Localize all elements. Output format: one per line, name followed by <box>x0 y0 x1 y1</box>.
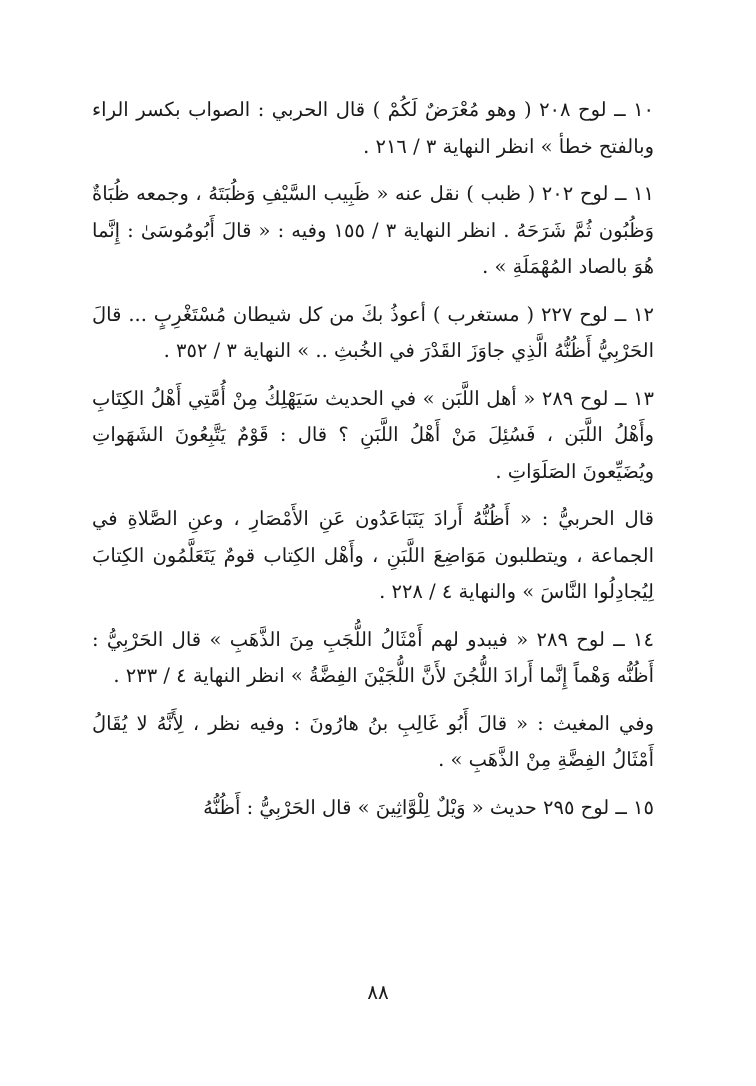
entry-12: ١٢ ــ لوح ٢٢٧ ( مستغرب ) أعوذُ بكَ من كل شيطان مُسْتَغْرِبٍ ... قالَ الحَرْبِيُّ أَظُنُّهُ الَّذِي جاوَزَ القَدْرَ في الخُبثِ .. » النهاية ٣ / ٣٥٢ . <box>92 302 655 362</box>
entry-11: ١١ ــ لوح ٢٠٢ ( ظبب ) نقل عنه « ظَبِيب السَّيْفِ وَظُبَتَهُ ، وجمعه ظُبَاةٌ وَظُبُون ثُمَّ شَرَحَهُ . انظر النهاية ٣ / ١٥٥ وفيه : « قالَ أَبُومُوسَىٰ : إِنَّما هُوَ بالصاد المُهْمَلَةِ » . <box>92 182 655 278</box>
entry-10: ١٠ ــ لوح ٢٠٨ ( وهو مُعْرَضٌ لَكُمْ ) قال الحربي : الصواب بكسر الراء وبالفتح خطأ » انظر النهاية ٣ / ٢١٦ . <box>92 98 655 158</box>
entry-14: ١٤ ــ لوح ٢٨٩ « فيبدو لهم أَمْثَالُ اللُّجَبِ مِنَ الذَّهَبِ » قال الحَرْبِيُّ : أَظُنُّه وَهْماً إِنَّما أَرادَ اللُّجُنَ لأَنَّ اللُّجَيْنَ الفِضَّةُ » انظر النهاية ٤ / ٢٣٣ . <box>92 627 654 687</box>
entry-15: ١٥ ــ لوح ٢٩٥ حديث « وَيْلٌ لِلْوَّاثِينَ » قال الحَرْبِيُّ : أَظُنُّهُ <box>203 795 654 819</box>
page-number: ٨٨ <box>367 980 389 1004</box>
entry-14-mughith-note: وفي المغيث : « قالَ أَبُو غَالِبِ بنُ هارُونَ : وفيه نظر ، لِأَنَّهُ لا يُقَالُ أَمْثَالُ الفِضَّةِ مِنْ الذَّهَبِ » . <box>92 711 654 771</box>
body-text <box>92 92 654 826</box>
entry-13-commentary: قال الحربيُّ : « أَظُنُّهُ أَرادَ يَتَبَاعَدُون عَنِ الأَمْصَارِ ، وعنِ الصَّلاةِ في الجماعة ، ويتطلبون مَوَاضِعَ اللَّبَنِ ، وأَهْل الكِتاب قومٌ يَتَعَلَّمُون الكِتابَ لِيُجادِلُوا النَّاسَ » والنهاية ٤ / ٢٢٨ . <box>92 507 654 603</box>
entry-13: ١٣ ــ لوح ٢٨٩ « أهل اللَّبَن » في الحديث سَيَهْلِكُ مِنْ أُمَّتِي أَهْلُ الكِتَابِ وأَهْلُ اللَّبَن ، فَسُئِلَ مَنْ أَهْلُ اللَّبَنِ ؟ قال : قَوْمٌ يَتَّبِعُونَ الشَهَواتِ ويُضَيِّعونَ الصَلَوَاتِ . <box>92 386 655 483</box>
